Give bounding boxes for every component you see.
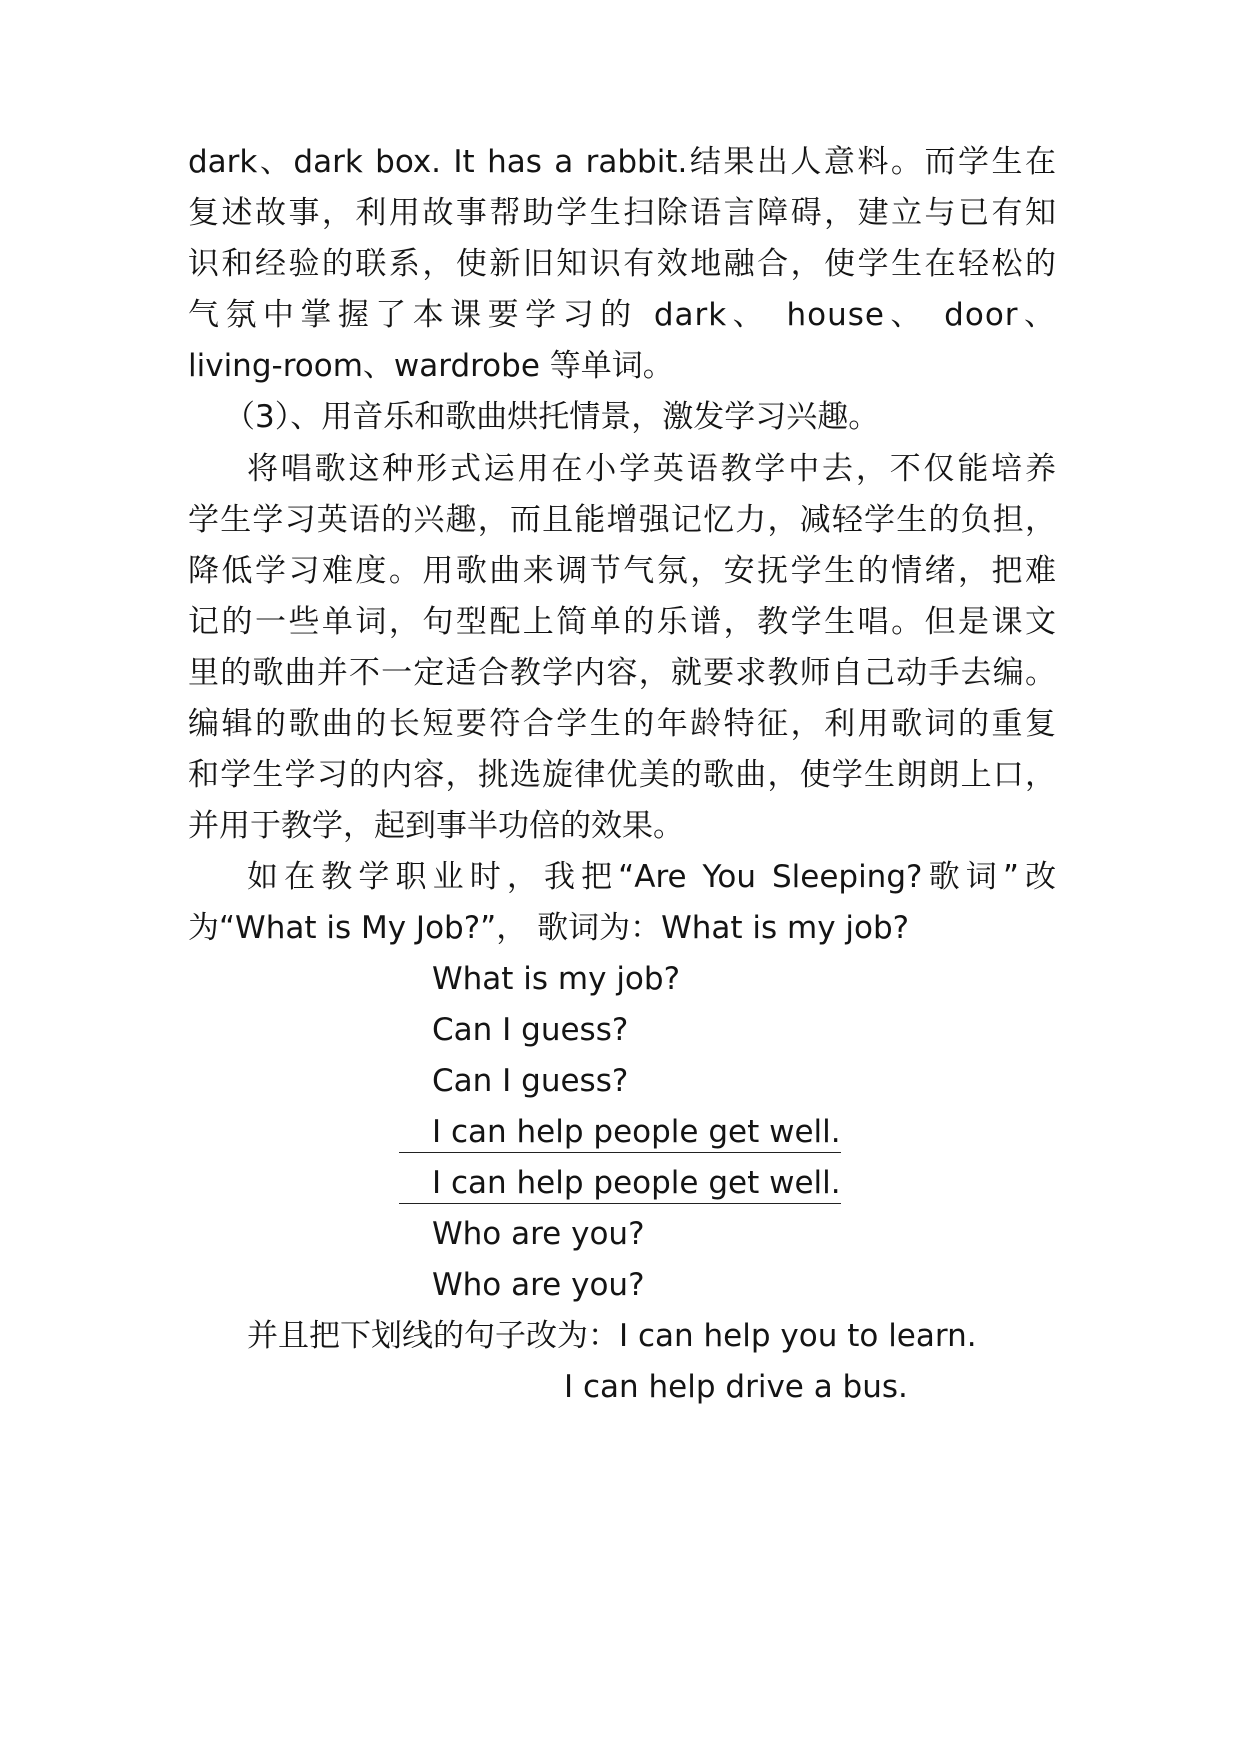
paragraph-2-line-7: 和学生学习的内容，挑选旋律优美的歌曲，使学生朗朗上口， [188, 757, 1056, 793]
paragraph-2-line-2: 学生学习英语的兴趣，而且能增强记忆力，减轻学生的负担， [188, 502, 1056, 538]
lyric-line-7: Who are you? [432, 1267, 645, 1303]
paragraph-2-line-3: 降低学习难度。用歌曲来调节气氛，安抚学生的情绪，把难 [188, 553, 1056, 589]
paragraph-2-line-5: 里的歌曲并不一定适合教学内容，就要求教师自己动手去编。 [188, 655, 1056, 691]
paragraph-1-line-4: 气氛中掌握了本课要学习的 dark、 house、 door、 [188, 297, 1056, 333]
paragraph-3-line-2: 为“What is My Job?”， 歌词为：What is my job? [188, 910, 910, 946]
paragraph-1-line-1: dark、dark box. It has a rabbit.结果出人意料。而学生在 [188, 144, 1056, 180]
paragraph-2-line-1: 将唱歌这种形式运用在小学英语教学中去，不仅能培养 [247, 451, 1056, 487]
lyric-line-5-underlined: I can help people get well. [399, 1163, 841, 1204]
paragraph-2-line-4: 记的一些单词，句型配上简单的乐谱，教学生唱。但是课文 [188, 604, 1056, 640]
paragraph-3-line-1: 如在教学职业时，我把“Are You Sleeping?歌词”改 [247, 859, 1056, 895]
lyric-line-2: Can I guess? [432, 1012, 629, 1048]
paragraph-2-line-6: 编辑的歌曲的长短要符合学生的年龄特征，利用歌词的重复 [188, 706, 1056, 742]
paragraph-2-line-8: 并用于教学，起到事半功倍的效果。 [188, 808, 684, 844]
paragraph-1-line-5: living-room、wardrobe 等单词。 [188, 348, 674, 384]
paragraph-1-line-3: 识和经验的联系，使新旧知识有效地融合，使学生在轻松的 [188, 246, 1056, 282]
closing-line-1: 并且把下划线的句子改为：I can help you to learn. [247, 1318, 977, 1354]
lyric-line-1: What is my job? [432, 961, 681, 997]
lyric-line-4-underlined: I can help people get well. [399, 1112, 841, 1153]
paragraph-1-line-2: 复述故事，利用故事帮助学生扫除语言障碍，建立与已有知 [188, 195, 1056, 231]
closing-line-2: I can help drive a bus. [564, 1369, 908, 1405]
lyric-line-3: Can I guess? [432, 1063, 629, 1099]
section-heading-3: （3）、用音乐和歌曲烘托情景，激发学习兴趣。 [224, 399, 880, 435]
lyric-line-6: Who are you? [432, 1216, 645, 1252]
